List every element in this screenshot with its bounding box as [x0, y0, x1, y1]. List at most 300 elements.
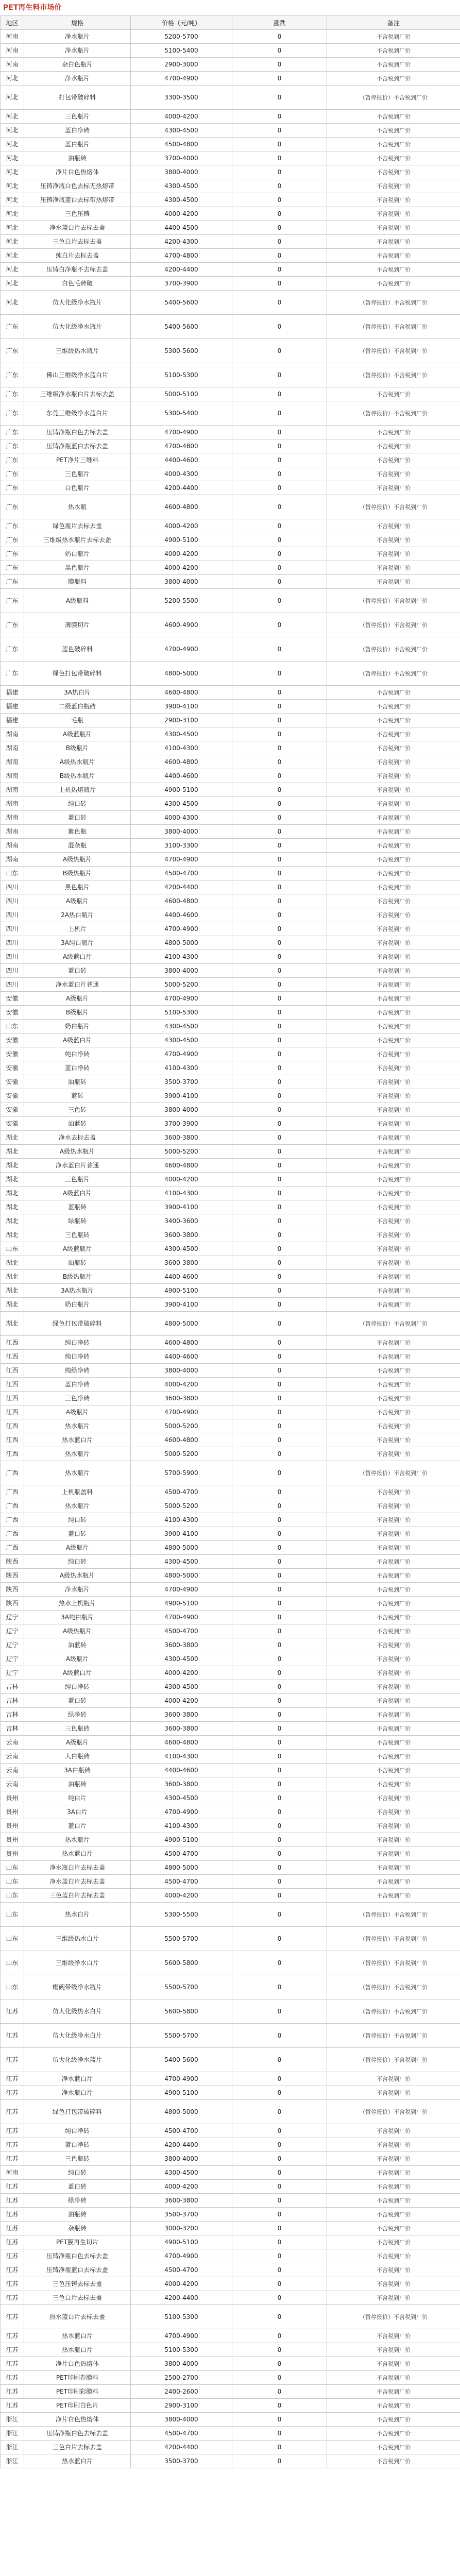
cell-price: 4600-4800	[131, 1736, 232, 1750]
cell-spec: A级瓶片	[24, 894, 131, 908]
cell-spec: 2A热白瓶片	[24, 908, 131, 922]
cell-spec: 打包带破碎料	[24, 86, 131, 110]
cell-price: 4300-4500	[131, 797, 232, 811]
cell-price: 2500-2700	[131, 2371, 232, 2385]
cell-change: 0	[232, 978, 327, 992]
cell-price: 4700-4900	[131, 853, 232, 867]
cell-remark: 不含税到厂价	[327, 1350, 460, 1364]
cell-remark: 不含税到厂价	[327, 1527, 460, 1541]
cell-spec: A级热瓶片	[24, 1624, 131, 1638]
cell-change: 0	[232, 867, 327, 880]
table-row	[1, 1200, 460, 1214]
cell-remark: 不含税到厂价	[327, 2277, 460, 2291]
cell-price: 4400-4600	[131, 769, 232, 783]
cell-spec: 绿色打包带破碎料	[24, 2100, 131, 2124]
cell-spec: 纯白片	[24, 1791, 131, 1805]
table-row	[1, 30, 460, 44]
table-row	[1, 2371, 460, 2385]
cell-change: 0	[232, 519, 327, 533]
cell-change: 0	[232, 1999, 327, 2024]
cell-change: 0	[232, 1583, 327, 1597]
cell-region: 江苏	[1, 2100, 24, 2124]
cell-spec: 蓝白净砖	[24, 1378, 131, 1392]
cell-spec: 油瓶砖	[24, 2208, 131, 2222]
cell-price: 4500-4700	[131, 2124, 232, 2138]
cell-spec: A级蓝瓶片	[24, 727, 131, 741]
cell-remark: 不含税到厂价	[327, 110, 460, 124]
cell-remark: 不含税到厂价	[327, 263, 460, 277]
cell-spec: 压铸净瓶蓝白去标去盖	[24, 2263, 131, 2277]
cell-change: 0	[232, 151, 327, 165]
cell-remark: 不含税到厂价	[327, 1583, 460, 1597]
cell-region: 江苏	[1, 2249, 24, 2263]
cell-remark: 不含税到厂价	[327, 1485, 460, 1499]
cell-spec: 净水蓝白片	[24, 2072, 131, 2086]
cell-spec: 上机热熔瓶片	[24, 783, 131, 797]
cell-remark: （暂停报价）不含税到厂价	[327, 401, 460, 426]
table-row	[1, 2454, 460, 2468]
cell-remark: 不含税到厂价	[327, 2138, 460, 2152]
cell-region: 江苏	[1, 2263, 24, 2277]
cell-spec: 油蓝砖	[24, 1117, 131, 1131]
cell-region: 河北	[1, 179, 24, 193]
cell-price: 4100-4300	[131, 1819, 232, 1833]
table-row	[1, 1833, 460, 1847]
cell-price: 5000-5100	[131, 387, 232, 401]
cell-region: 湖南	[1, 755, 24, 769]
cell-region: 河北	[1, 110, 24, 124]
cell-price: 4000-4200	[131, 1378, 232, 1392]
cell-remark: 不含税到厂价	[327, 1256, 460, 1270]
cell-spec: 三色瓶片	[24, 1173, 131, 1187]
cell-region: 山东	[1, 1927, 24, 1951]
cell-remark: 不含税到厂价	[327, 978, 460, 992]
cell-remark: 不含税到厂价	[327, 880, 460, 894]
cell-spec: 纯白砖	[24, 2166, 131, 2180]
cell-price: 3500-3700	[131, 2208, 232, 2222]
cell-price: 2400-2600	[131, 2385, 232, 2399]
cell-remark: 不含税到厂价	[327, 1242, 460, 1256]
table-row	[1, 1541, 460, 1555]
cell-remark: 不含税到厂价	[327, 561, 460, 575]
cell-remark: 不含税到厂价	[327, 193, 460, 207]
cell-change: 0	[232, 533, 327, 547]
table-row	[1, 1047, 460, 1061]
table-row	[1, 58, 460, 72]
cell-change: 0	[232, 1847, 327, 1861]
cell-region: 广东	[1, 662, 24, 686]
cell-spec: 净水瓶片	[24, 44, 131, 58]
cell-price: 5200-5500	[131, 589, 232, 613]
cell-spec: 热水蓝白片去标去盖	[24, 2305, 131, 2329]
cell-price: 3800-4000	[131, 1364, 232, 1378]
cell-price: 4500-4700	[131, 1485, 232, 1499]
header-remark: 备注	[327, 16, 460, 30]
cell-change: 0	[232, 2208, 327, 2222]
cell-change: 0	[232, 2385, 327, 2399]
cell-remark: 不含税到厂价	[327, 1777, 460, 1791]
cell-remark: 不含税到厂价	[327, 1405, 460, 1419]
cell-region: 湖南	[1, 825, 24, 839]
cell-price: 4200-4300	[131, 235, 232, 249]
cell-remark: 不含税到厂价	[327, 2249, 460, 2263]
table-row	[1, 2413, 460, 2427]
table-row	[1, 755, 460, 769]
cell-remark: 不含税到厂价	[327, 1103, 460, 1117]
cell-price: 4700-4900	[131, 2249, 232, 2263]
cell-remark: 不含税到厂价	[327, 797, 460, 811]
cell-change: 0	[232, 207, 327, 221]
cell-price: 3900-4100	[131, 1200, 232, 1214]
cell-price: 4500-4800	[131, 138, 232, 151]
cell-spec: 油瓶砖	[24, 151, 131, 165]
cell-remark: 不含税到厂价	[327, 1805, 460, 1819]
cell-remark: 不含税到厂价	[327, 2371, 460, 2385]
cell-change: 0	[232, 1805, 327, 1819]
cell-change: 0	[232, 179, 327, 193]
cell-region: 山东	[1, 1903, 24, 1927]
table-row	[1, 1187, 460, 1200]
cell-change: 0	[232, 2399, 327, 2413]
table-row	[1, 783, 460, 797]
cell-spec: 帽碗带级净水瓶片	[24, 1975, 131, 1999]
cell-change: 0	[232, 339, 327, 363]
cell-remark: 不含税到厂价	[327, 1708, 460, 1722]
cell-spec: 三维级热水瓶片去标去盖	[24, 533, 131, 547]
cell-remark: 不含税到厂价	[327, 124, 460, 138]
cell-spec: 热水上机瓶片	[24, 1597, 131, 1611]
table-header	[1, 16, 460, 30]
cell-region: 江西	[1, 1350, 24, 1364]
table-row	[1, 1461, 460, 1485]
cell-change: 0	[232, 1722, 327, 1736]
cell-change: 0	[232, 1791, 327, 1805]
table-row	[1, 1336, 460, 1350]
cell-change: 0	[232, 1889, 327, 1903]
cell-remark: 不含税到厂价	[327, 1061, 460, 1075]
cell-price: 4900-5100	[131, 1833, 232, 1847]
cell-remark: （暂停报价）不含税到厂价	[327, 2024, 460, 2048]
cell-change: 0	[232, 1419, 327, 1433]
cell-spec: 净水瓶白片	[24, 2086, 131, 2100]
cell-region: 江西	[1, 1364, 24, 1378]
cell-change: 0	[232, 467, 327, 481]
cell-remark: 不含税到厂价	[327, 151, 460, 165]
cell-price: 4200-4400	[131, 2441, 232, 2454]
cell-change: 0	[232, 1433, 327, 1447]
cell-change: 0	[232, 1527, 327, 1541]
table-row	[1, 1611, 460, 1624]
table-row	[1, 263, 460, 277]
cell-region: 广东	[1, 467, 24, 481]
table-row	[1, 575, 460, 589]
cell-price: 4300-4500	[131, 1555, 232, 1569]
table-row	[1, 978, 460, 992]
cell-change: 0	[232, 1336, 327, 1350]
cell-change: 0	[232, 138, 327, 151]
cell-remark: 不含税到厂价	[327, 547, 460, 561]
table-row	[1, 1242, 460, 1256]
cell-price: 4700-4900	[131, 72, 232, 86]
cell-region: 吉林	[1, 1680, 24, 1694]
cell-region: 河北	[1, 72, 24, 86]
cell-spec: 压铸净瓶白色去标去盖	[24, 2249, 131, 2263]
table-row	[1, 992, 460, 1006]
table-row	[1, 2194, 460, 2208]
cell-change: 0	[232, 291, 327, 315]
cell-spec: B级热水瓶片	[24, 769, 131, 783]
cell-change: 0	[232, 1461, 327, 1485]
cell-remark: 不含税到厂价	[327, 1173, 460, 1187]
table-row	[1, 1033, 460, 1047]
cell-remark: 不含税到厂价	[327, 825, 460, 839]
table-row	[1, 1364, 460, 1378]
cell-change: 0	[232, 1694, 327, 1708]
cell-change: 0	[232, 1378, 327, 1392]
cell-price: 4900-5100	[131, 1597, 232, 1611]
cell-change: 0	[232, 1708, 327, 1722]
cell-remark: 不含税到厂价	[327, 1006, 460, 1020]
cell-spec: 净水蓝白片去标去盖	[24, 1875, 131, 1889]
cell-remark: 不含税到厂价	[327, 783, 460, 797]
cell-spec: 杂白色瓶片	[24, 58, 131, 72]
table-row	[1, 839, 460, 853]
table-body	[1, 30, 460, 2468]
table-row	[1, 481, 460, 495]
cell-change: 0	[232, 2291, 327, 2305]
cell-region: 河北	[1, 151, 24, 165]
cell-region: 山东	[1, 867, 24, 880]
cell-region: 辽宁	[1, 1624, 24, 1638]
cell-price: 4800-5000	[131, 936, 232, 950]
cell-remark: 不含税到厂价	[327, 1298, 460, 1312]
table-row	[1, 179, 460, 193]
cell-spec: 热水瓶片	[24, 1461, 131, 1485]
cell-price: 4300-4500	[131, 193, 232, 207]
cell-change: 0	[232, 1569, 327, 1583]
table-row	[1, 1419, 460, 1433]
cell-price: 4600-4800	[131, 1433, 232, 1447]
cell-spec: 净水瓶片	[24, 72, 131, 86]
cell-price: 3600-3800	[131, 1131, 232, 1145]
cell-remark: 不含税到厂价	[327, 2427, 460, 2441]
cell-spec: 紫色瓶	[24, 825, 131, 839]
cell-region: 山东	[1, 1889, 24, 1903]
table-row	[1, 1975, 460, 1999]
cell-spec: A级热水瓶片	[24, 755, 131, 769]
cell-remark: 不含税到厂价	[327, 1228, 460, 1242]
cell-remark: 不含税到厂价	[327, 1819, 460, 1833]
cell-change: 0	[232, 2305, 327, 2329]
cell-price: 4700-4900	[131, 1047, 232, 1061]
cell-change: 0	[232, 1187, 327, 1200]
cell-change: 0	[232, 1819, 327, 1833]
table-row	[1, 741, 460, 755]
page-title: PET再生料市场价	[3, 4, 62, 12]
cell-change: 0	[232, 1513, 327, 1527]
cell-change: 0	[232, 2124, 327, 2138]
table-row	[1, 363, 460, 387]
cell-remark: （暂停报价）不含税到厂价	[327, 1461, 460, 1485]
cell-spec: 净水蓝白片普通	[24, 1159, 131, 1173]
cell-remark: （暂停报价）不含税到厂价	[327, 339, 460, 363]
cell-spec: 压铸净瓶白色去标无热熔带	[24, 179, 131, 193]
cell-price: 4600-4800	[131, 755, 232, 769]
cell-region: 贵州	[1, 1847, 24, 1861]
cell-spec: 蓝白瓶片	[24, 138, 131, 151]
cell-change: 0	[232, 908, 327, 922]
cell-price: 5500-5700	[131, 2024, 232, 2048]
cell-remark: 不含税到厂价	[327, 1364, 460, 1378]
cell-price: 4600-4800	[131, 1159, 232, 1173]
cell-change: 0	[232, 1047, 327, 1061]
cell-price: 3800-4000	[131, 2413, 232, 2427]
cell-remark: 不含税到厂价	[327, 839, 460, 853]
cell-price: 4300-4500	[131, 1680, 232, 1694]
table-row	[1, 1583, 460, 1597]
table-row	[1, 439, 460, 453]
table-row	[1, 467, 460, 481]
table-row	[1, 1680, 460, 1694]
cell-price: 3800-4000	[131, 825, 232, 839]
cell-change: 0	[232, 1447, 327, 1461]
cell-change: 0	[232, 426, 327, 439]
cell-region: 湖北	[1, 1284, 24, 1298]
cell-spec: 3A纯白瓶片	[24, 1611, 131, 1624]
cell-price: 4300-4500	[131, 1033, 232, 1047]
cell-change: 0	[232, 453, 327, 467]
cell-remark: （暂停报价）不含税到厂价	[327, 1927, 460, 1951]
cell-remark: 不含税到厂价	[327, 1033, 460, 1047]
cell-region: 广东	[1, 315, 24, 339]
table-row	[1, 453, 460, 467]
cell-change: 0	[232, 1392, 327, 1405]
cell-price: 4500-4700	[131, 2263, 232, 2277]
cell-remark: 不含税到厂价	[327, 2291, 460, 2305]
cell-remark: 不含税到厂价	[327, 277, 460, 291]
cell-change: 0	[232, 783, 327, 797]
table-row	[1, 1527, 460, 1541]
table-row	[1, 1819, 460, 1833]
cell-change: 0	[232, 2249, 327, 2263]
cell-change: 0	[232, 700, 327, 714]
table-row	[1, 2343, 460, 2357]
table-row	[1, 1499, 460, 1513]
table-row	[1, 1805, 460, 1819]
cell-change: 0	[232, 839, 327, 853]
cell-change: 0	[232, 547, 327, 561]
cell-remark: 不含税到厂价	[327, 727, 460, 741]
cell-region: 湖南	[1, 853, 24, 867]
cell-spec: 绿色打包带破碎料	[24, 662, 131, 686]
cell-remark: 不含税到厂价	[327, 922, 460, 936]
cell-spec: 三色净砖	[24, 1392, 131, 1405]
cell-region: 江苏	[1, 2024, 24, 2048]
cell-change: 0	[232, 2048, 327, 2072]
cell-price: 4200-4400	[131, 2291, 232, 2305]
cell-change: 0	[232, 193, 327, 207]
cell-region: 河南	[1, 2166, 24, 2180]
cell-region: 安徽	[1, 1047, 24, 1061]
cell-remark: 不含税到厂价	[327, 453, 460, 467]
table-row	[1, 1652, 460, 1666]
cell-price: 4700-4900	[131, 1583, 232, 1597]
cell-price: 4400-4600	[131, 908, 232, 922]
table-row	[1, 426, 460, 439]
cell-spec: 混杂瓶	[24, 839, 131, 853]
table-row	[1, 1392, 460, 1405]
cell-change: 0	[232, 1228, 327, 1242]
table-row	[1, 1875, 460, 1889]
cell-remark: （暂停报价）不含税到厂价	[327, 637, 460, 662]
table-row	[1, 1006, 460, 1020]
cell-remark: 不含税到厂价	[327, 950, 460, 964]
cell-remark: 不含税到厂价	[327, 1159, 460, 1173]
cell-remark: （暂停报价）不含税到厂价	[327, 1312, 460, 1336]
table-row	[1, 1298, 460, 1312]
cell-region: 贵州	[1, 1791, 24, 1805]
cell-price: 4100-4300	[131, 1187, 232, 1200]
cell-spec: 3A纯白瓶片	[24, 936, 131, 950]
cell-region: 四川	[1, 978, 24, 992]
table-row	[1, 1708, 460, 1722]
cell-remark: 不含税到厂价	[327, 2413, 460, 2427]
cell-spec: 三色白片去标去盖	[24, 235, 131, 249]
cell-price: 4900-5100	[131, 783, 232, 797]
cell-price: 3600-3800	[131, 1708, 232, 1722]
cell-region: 广东	[1, 561, 24, 575]
cell-change: 0	[232, 2024, 327, 2048]
cell-price: 4400-4600	[131, 1350, 232, 1364]
cell-region: 安徽	[1, 1061, 24, 1075]
cell-change: 0	[232, 1951, 327, 1975]
table-row	[1, 277, 460, 291]
cell-change: 0	[232, 1242, 327, 1256]
cell-spec: 3A白瓶砖	[24, 1764, 131, 1777]
cell-price: 5400-5600	[131, 291, 232, 315]
cell-change: 0	[232, 165, 327, 179]
cell-region: 广东	[1, 387, 24, 401]
table-row	[1, 700, 460, 714]
cell-remark: 不含税到厂价	[327, 72, 460, 86]
cell-change: 0	[232, 561, 327, 575]
cell-region: 辽宁	[1, 1611, 24, 1624]
table-row	[1, 124, 460, 138]
table-row	[1, 1951, 460, 1975]
cell-spec: 三色砖	[24, 1103, 131, 1117]
table-row	[1, 1214, 460, 1228]
cell-remark: 不含税到厂价	[327, 2329, 460, 2343]
cell-remark: 不含税到厂价	[327, 1652, 460, 1666]
cell-remark: （暂停报价）不含税到厂价	[327, 1951, 460, 1975]
cell-price: 3600-3800	[131, 1638, 232, 1652]
cell-remark: 不含税到厂价	[327, 2343, 460, 2357]
cell-change: 0	[232, 936, 327, 950]
cell-change: 0	[232, 2235, 327, 2249]
cell-change: 0	[232, 741, 327, 755]
cell-spec: 三色瓶片	[24, 110, 131, 124]
cell-region: 河北	[1, 138, 24, 151]
cell-region: 河北	[1, 221, 24, 235]
cell-change: 0	[232, 894, 327, 908]
cell-change: 0	[232, 2454, 327, 2468]
cell-change: 0	[232, 825, 327, 839]
cell-change: 0	[232, 124, 327, 138]
cell-region: 河北	[1, 263, 24, 277]
cell-spec: 热水蓝白片	[24, 1847, 131, 1861]
cell-change: 0	[232, 387, 327, 401]
cell-price: 4800-5000	[131, 1861, 232, 1875]
